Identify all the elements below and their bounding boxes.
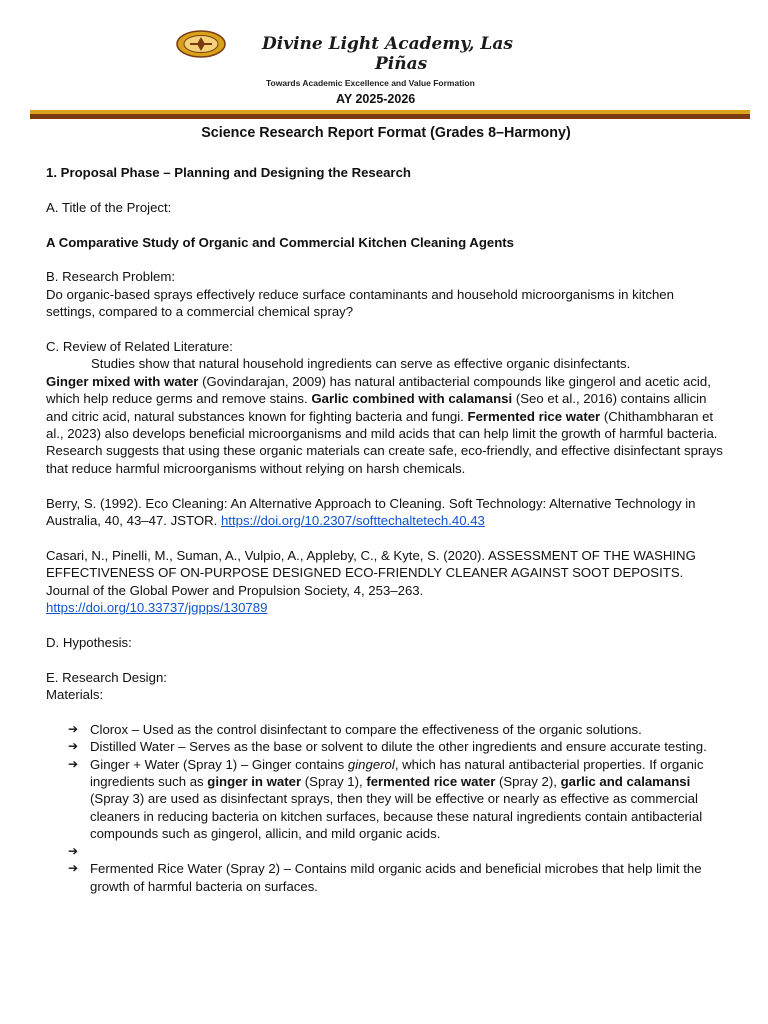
school-name [262,34,582,74]
section-b-label: B. Research Problem: [46,269,175,285]
school-tagline: Towards Academic Excellence and Value Formation [266,78,475,88]
project-title: A Comparative Study of Organic and Commercial Kitchen Cleaning Agents [46,234,514,250]
list-item [68,756,726,843]
material-fermented-rice-water: Fermented Rice Water (Spray 2) – Contains mild organic acids and beneficial microbes that help limit the growth of harmful bacteria on surfaces. [90,861,702,894]
header-rule-brown [30,114,750,119]
document-body [46,124,726,895]
material-ginger-text-e: (Spray 3) are used as disinfectant sprays, then they will be effective or nearly as effective as commercial cleaners in reducing bacteria on kitchen surfaces, because these natural ingredients contain antibacterial compounds such as gingerol, allicin, and mild organic acids. [90,791,703,842]
material-ginger-bold-2: fermented rice water [366,774,496,790]
list-item-empty [68,843,726,860]
material-ginger-text-b: , which has natural antibacterial properties. If organic ingredients such as [90,756,704,790]
section-c-label: C. Review of Related Literature: [46,339,233,354]
material-ginger-text-a: Ginger + Water (Spray 1) – Ginger contains [90,756,348,772]
phase-heading: 1. Proposal Phase – Planning and Designing the Research [46,165,411,180]
rrl-text-3: (Seo et al., 2016) contains allicin and citric acid, natural substances known for fighting bacteria and fungi. [46,391,707,424]
school-name-line2: Piñas [375,54,428,74]
rrl-text-4: (Chithambharan et al., 2023) also develops beneficial microorganisms and mild acids that can help limit the growth of harmful bacteria. Research suggests that using these organic materials can create safe, eco-friendly, and effective disinfectant sprays that reduce harmful microorganisms without relying on harsh chemicals. [46,408,723,476]
section-d-label: D. Hypothesis: [46,634,132,650]
material-ginger-text-c: (Spray 1), [301,774,367,790]
material-distilled-water: Distilled Water – Serves as the base or solvent to dilute the other ingredients and ensure accurate testing. [90,739,707,755]
section-a-label: A. Title of the Project: [46,199,172,215]
reference-casari-link[interactable]: https://doi.org/10.33737/jgpps/130789 [46,600,268,616]
material-ginger-italic: gingerol [347,756,395,772]
rrl-text-2: (Govindarajan, 2009) has natural antibacterial compounds like gingerol and acetic acid, which help reduce germs and remove stains. [46,373,711,407]
reference-casari-text: Casari, N., Pinelli, M., Suman, A., Vulpio, A., Appleby, C., & Kyte, S. (2020). ASSESSMENT OF THE WASHING EFFECTIVENESS OF ON-PURPOSE DESIGNED ECO-FRIENDLY CLEANER AGAINST SOOT DEPOSITS. Journal of the Global Power and Propulsion Society, 4, 253–263. [46,547,696,598]
material-ginger-bold-3: garlic and calamansi [560,774,691,790]
rrl-bold-garlic: Garlic combined with calamansi [311,391,513,407]
materials-list [46,721,726,895]
materials-label: Materials: [46,687,104,703]
material-clorox: Clorox – Used as the control disinfectant to compare the effectiveness of the organic solutions. [90,721,642,737]
rrl-text-1: Studies show that natural household ingredients can serve as effective organic disinfectants. [91,356,631,372]
rrl-bold-rice-water: Fermented rice water [467,408,601,424]
research-problem: Do organic-based sprays effectively reduce surface contaminants and household microorganisms in kitchen settings, compared to a commercial chemical spray? [46,286,674,320]
school-seal-logo [176,30,226,58]
rrl-paragraph [46,355,726,477]
list-item [68,860,726,895]
reference-casari [46,547,726,617]
school-name-line1: Divine Light Academy, Las [262,34,513,54]
material-ginger-text-d: (Spray 2), [495,774,561,790]
rrl-bold-ginger: Ginger mixed with water [46,373,199,389]
list-item [68,738,726,755]
reference-berry-link[interactable]: https://doi.org/10.2307/softtechaltetech.40.43 [220,513,485,529]
material-ginger-bold-1: ginger in water [207,774,302,790]
document-title: Science Research Report Format (Grades 8–Harmony) [201,125,571,141]
reference-berry [46,495,726,530]
list-item [68,721,726,738]
academic-year: AY 2025-2026 [336,92,416,106]
section-e-label: E. Research Design: [46,669,167,685]
reference-berry-text: Berry, S. (1992). Eco Cleaning: An Alternative Approach to Cleaning. Soft Technology: Alternative Technology in Australia, 40, 43–47. JSTOR. [46,495,696,529]
